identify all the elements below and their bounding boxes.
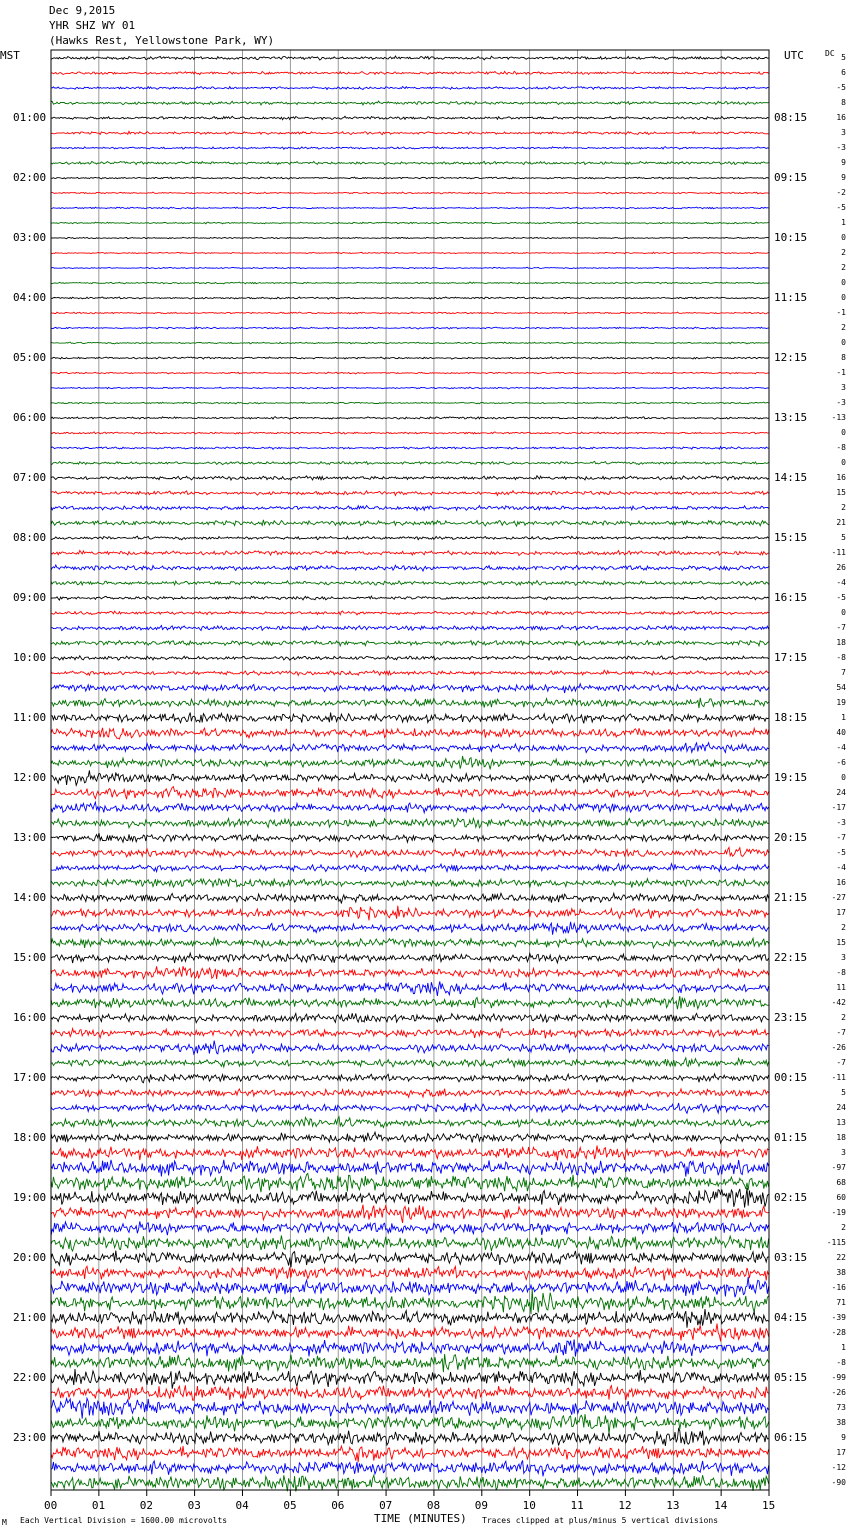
dc-offset-value: -28 [831,1328,846,1337]
trace-line-73 [51,1146,769,1161]
utc-hour-label: 02:15 [774,1191,808,1204]
dc-offset-value: -8 [836,1358,846,1367]
trace-line-9 [51,192,769,194]
dc-offset-value: -2 [836,188,846,197]
trace-line-89 [51,1385,769,1400]
trace-line-49 [51,787,769,800]
trace-line-76 [51,1188,769,1208]
dc-offset-value: -3 [836,818,846,827]
x-tick-label: 04 [235,1499,249,1512]
mst-axis-label: MST [0,49,20,62]
mst-hour-label: 14:00 [13,891,47,904]
trace-line-32 [51,536,769,540]
dc-offset-value: -26 [831,1043,846,1052]
dc-offset-value: 0 [841,773,846,782]
mst-hour-label: 09:00 [13,591,47,604]
location-label: (Hawks Rest, Yellowstone Park, WY) [49,34,275,47]
dc-offset-value: 0 [841,428,846,437]
mst-hour-label: 20:00 [13,1251,47,1264]
trace-line-80 [51,1251,769,1268]
utc-hour-label: 14:15 [774,471,808,484]
trace-line-26 [51,447,769,450]
trace-line-3 [51,101,769,105]
dc-offset-value: 18 [836,1133,846,1142]
trace-line-84 [51,1309,769,1328]
dc-offset-value: 3 [841,128,846,137]
mst-hour-label: 06:00 [13,411,47,424]
trace-line-71 [51,1117,769,1128]
utc-hour-label: 18:15 [774,711,808,724]
dc-offset-value: 24 [836,788,846,797]
dc-offset-value: 5 [841,53,846,62]
dc-offset-value: -1 [836,368,846,377]
mst-hour-label: 23:00 [13,1431,47,1444]
utc-axis-label: UTC [784,49,804,62]
trace-line-5 [51,131,769,134]
dc-offset-value: 9 [841,158,846,167]
x-tick-label: 02 [139,1499,153,1512]
trace-line-22 [51,387,769,389]
dc-offset-value: 0 [841,278,846,287]
trace-line-19 [51,342,769,344]
trace-line-0 [51,56,769,60]
dc-offset-value: 8 [841,353,846,362]
trace-line-95 [51,1475,769,1491]
trace-line-54 [51,864,769,872]
dc-label: DC [825,49,835,58]
trace-line-20 [51,357,769,359]
trace-line-59 [51,938,769,948]
dc-offset-value: -8 [836,653,846,662]
trace-line-31 [51,520,769,526]
dc-offset-value: 8 [841,98,846,107]
corner-mark: М [2,1518,7,1527]
dc-offset-value: -7 [836,1058,846,1067]
dc-offset-value: 54 [836,683,846,692]
utc-hour-label: 23:15 [774,1011,808,1024]
trace-line-17 [51,312,769,314]
trace-line-46 [51,743,769,753]
dc-offset-value: -27 [831,893,846,902]
trace-line-79 [51,1235,769,1251]
dc-offset-value: -12 [831,1463,846,1472]
trace-line-57 [51,906,769,921]
dc-offset-value: 21 [836,518,846,527]
dc-offset-value: -4 [836,863,846,872]
mst-hour-label: 13:00 [13,831,47,844]
utc-hour-label: 12:15 [774,351,808,364]
dc-offset-value: 15 [836,938,846,947]
trace-line-14 [51,267,769,268]
trace-line-60 [51,953,769,963]
trace-line-41 [51,670,769,675]
trace-line-64 [51,1013,769,1023]
dc-offset-value: 5 [841,1088,846,1097]
dc-offset-value: 2 [841,263,846,272]
trace-line-27 [51,461,769,464]
dc-offset-value: 2 [841,503,846,512]
trace-line-67 [51,1058,769,1067]
date-label: Dec 9,2015 [49,4,116,17]
x-tick-label: 12 [618,1499,632,1512]
dc-offset-value: 6 [841,68,846,77]
dc-offset-value: 9 [841,1433,846,1442]
trace-line-70 [51,1103,769,1113]
trace-line-85 [51,1324,769,1342]
trace-line-36 [51,596,769,600]
trace-line-42 [51,684,769,693]
utc-hour-label: 00:15 [774,1071,808,1084]
x-tick-label: 14 [714,1499,728,1512]
mst-hour-label: 22:00 [13,1371,47,1384]
dc-offset-value: -115 [826,1238,846,1247]
trace-line-15 [51,282,769,284]
trace-line-6 [51,147,769,149]
dc-offset-value: 3 [841,383,846,392]
dc-offset-value: 1 [841,1343,846,1352]
dc-offset-value: -19 [831,1208,846,1217]
utc-hour-label: 03:15 [774,1251,808,1264]
dc-offset-value: -7 [836,833,846,842]
trace-line-92 [51,1429,769,1446]
dc-offset-value: 22 [836,1253,846,1262]
trace-line-63 [51,996,769,1009]
trace-line-21 [51,372,769,374]
x-tick-label: 05 [283,1499,297,1512]
dc-offset-value: 9 [841,173,846,182]
dc-offset-value: 60 [836,1193,846,1202]
dc-offset-value: 2 [841,1223,846,1232]
dc-offset-value: 2 [841,323,846,332]
mst-hour-label: 07:00 [13,471,47,484]
x-tick-label: 06 [331,1499,345,1512]
trace-line-24 [51,417,769,419]
utc-hour-label: 16:15 [774,591,808,604]
mst-hour-label: 10:00 [13,651,47,664]
trace-line-69 [51,1089,769,1098]
dc-offset-value: 71 [836,1298,846,1307]
x-axis-title: TIME (MINUTES) [374,1512,467,1525]
trace-line-45 [51,728,769,739]
mst-hour-label: 01:00 [13,111,47,124]
trace-line-66 [51,1041,769,1054]
dc-offset-value: 68 [836,1178,846,1187]
dc-offset-value: 24 [836,1103,846,1112]
dc-offset-value: 17 [836,1448,846,1457]
utc-hour-label: 04:15 [774,1311,808,1324]
mst-hour-label: 08:00 [13,531,47,544]
dc-offset-value: -11 [831,548,846,557]
dc-offset-value: -3 [836,143,846,152]
dc-offset-value: -97 [831,1163,846,1172]
x-tick-label: 00 [44,1499,58,1512]
dc-offset-value: -4 [836,743,846,752]
dc-offset-value: -4 [836,578,846,587]
trace-line-62 [51,981,769,996]
dc-offset-value: -7 [836,1028,846,1037]
dc-offset-value: 0 [841,338,846,347]
mst-hour-label: 02:00 [13,171,47,184]
utc-hour-label: 17:15 [774,651,808,664]
dc-offset-value: 38 [836,1418,846,1427]
utc-hour-label: 01:15 [774,1131,808,1144]
mst-hour-label: 18:00 [13,1131,47,1144]
utc-hour-label: 11:15 [774,291,808,304]
dc-offset-value: 16 [836,473,846,482]
trace-line-77 [51,1205,769,1223]
mst-hour-label: 21:00 [13,1311,47,1324]
trace-line-38 [51,625,769,630]
trace-line-28 [51,476,769,480]
dc-offset-value: 2 [841,1013,846,1022]
trace-line-43 [51,698,769,708]
trace-line-13 [51,252,769,254]
dc-offset-value: -5 [836,203,846,212]
dc-offset-value: -8 [836,968,846,977]
dc-offset-value: -13 [831,413,846,422]
trace-line-34 [51,565,769,571]
dc-offset-value: 17 [836,908,846,917]
dc-offset-value: 16 [836,878,846,887]
trace-line-30 [51,506,769,511]
trace-line-12 [51,237,769,238]
dc-offset-value: 0 [841,233,846,242]
dc-offset-value: -11 [831,1073,846,1082]
trace-line-86 [51,1340,769,1357]
utc-hour-label: 08:15 [774,111,808,124]
trace-line-94 [51,1460,769,1476]
dc-offset-value: -5 [836,593,846,602]
seismic-traces [51,56,769,1492]
trace-line-88 [51,1369,769,1389]
dc-offset-value: 3 [841,1148,846,1157]
trace-line-40 [51,656,769,660]
trace-line-4 [51,116,769,119]
dc-offset-value: 38 [836,1268,846,1277]
trace-line-51 [51,818,769,827]
trace-line-58 [51,922,769,935]
dc-offset-value: -42 [831,998,846,1007]
scale-note: Each Vertical Division = 1600.00 microvolts [20,1516,228,1525]
dc-offset-value: -5 [836,83,846,92]
mst-hour-label: 05:00 [13,351,47,364]
trace-line-8 [51,177,769,179]
dc-offset-value: 18 [836,638,846,647]
trace-line-61 [51,966,769,979]
utc-hour-label: 06:15 [774,1431,808,1444]
dc-offset-value: 40 [836,728,846,737]
trace-line-91 [51,1414,769,1434]
trace-line-55 [51,879,769,888]
trace-line-18 [51,327,769,329]
trace-line-39 [51,641,769,646]
dc-offset-value: 0 [841,458,846,467]
trace-line-23 [51,402,769,404]
trace-line-48 [51,771,769,786]
dc-offset-value: 11 [836,983,846,992]
mst-hour-label: 19:00 [13,1191,47,1204]
mst-hour-label: 04:00 [13,291,47,304]
x-tick-label: 08 [426,1499,441,1512]
utc-hour-label: 19:15 [774,771,808,784]
trace-line-56 [51,893,769,903]
dc-offset-value: -8 [836,443,846,452]
trace-line-50 [51,802,769,813]
mst-hour-label: 11:00 [13,711,47,724]
trace-line-81 [51,1266,769,1280]
x-tick-label: 11 [570,1499,584,1512]
trace-line-25 [51,432,769,434]
dc-offset-value: 3 [841,953,846,962]
x-tick-label: 13 [666,1499,680,1512]
mst-hour-label: 17:00 [13,1071,47,1084]
dc-offset-value: 16 [836,113,846,122]
dc-offset-value: -1 [836,308,846,317]
trace-line-29 [51,491,769,496]
trace-line-7 [51,161,769,164]
x-tick-label: 15 [762,1499,776,1512]
dc-offset-value: -39 [831,1313,846,1322]
dc-offset-value: 2 [841,923,846,932]
trace-line-35 [51,581,769,586]
plot-frame [51,50,769,1490]
dc-offset-value: -16 [831,1283,846,1292]
trace-line-82 [51,1277,769,1297]
trace-line-16 [51,297,769,299]
trace-line-11 [51,222,769,224]
dc-offset-value: -5 [836,848,846,857]
x-tick-label: 03 [187,1499,201,1512]
dc-offset-value: 7 [841,668,846,677]
dc-offset-value: -26 [831,1388,846,1397]
trace-line-2 [51,87,769,90]
dc-offset-value: 2 [841,248,846,257]
trace-line-87 [51,1354,769,1372]
dc-offset-value: -99 [831,1373,846,1382]
dc-offset-value: -7 [836,623,846,632]
trace-line-68 [51,1074,769,1083]
utc-hour-label: 09:15 [774,171,808,184]
x-tick-label: 01 [91,1499,106,1512]
dc-offset-value: 5 [841,533,846,542]
station-label: YHR SHZ WY 01 [49,19,136,32]
x-tick-label: 09 [474,1499,489,1512]
dc-offset-value: -3 [836,398,846,407]
trace-line-65 [51,1028,769,1038]
dc-offset-value: 26 [836,563,846,572]
dc-offset-value: 0 [841,293,846,302]
trace-line-78 [51,1221,769,1236]
trace-line-90 [51,1398,769,1418]
dc-offset-value: -90 [831,1478,846,1487]
trace-line-1 [51,71,769,74]
utc-hour-label: 05:15 [774,1371,808,1384]
x-tick-label: 10 [522,1499,536,1512]
mst-hour-label: 03:00 [13,231,47,244]
dc-offset-value: 15 [836,488,846,497]
trace-line-33 [51,551,769,556]
x-axis-ticks [51,1490,769,1496]
trace-line-10 [51,207,769,209]
utc-hour-label: 20:15 [774,831,808,844]
dc-offset-value: 73 [836,1403,846,1412]
trace-line-44 [51,713,769,724]
trace-line-47 [51,756,769,770]
dc-offset-value: 1 [841,713,846,722]
trace-line-83 [51,1289,769,1314]
dc-offset-value: -6 [836,758,846,767]
utc-hour-label: 22:15 [774,951,808,964]
trace-line-74 [51,1160,769,1177]
dc-offset-value: 13 [836,1118,846,1127]
utc-hour-label: 13:15 [774,411,808,424]
x-tick-label: 07 [379,1499,393,1512]
mst-hour-label: 15:00 [13,951,47,964]
trace-line-93 [51,1446,769,1462]
utc-hour-label: 21:15 [774,891,808,904]
mst-hour-label: 16:00 [13,1011,47,1024]
trace-line-52 [51,833,769,842]
utc-hour-label: 15:15 [774,531,808,544]
trace-line-37 [51,611,769,615]
dc-offset-value: 0 [841,608,846,617]
trace-line-75 [51,1173,769,1192]
trace-line-72 [51,1132,769,1143]
trace-line-53 [51,847,769,857]
mst-hour-label: 12:00 [13,771,47,784]
utc-hour-label: 10:15 [774,231,808,244]
clip-note: Traces clipped at plus/minus 5 vertical divisions [482,1516,719,1525]
dc-offset-value: -17 [831,803,846,812]
dc-offset-value: 1 [841,218,846,227]
dc-offset-value: 19 [836,698,846,707]
